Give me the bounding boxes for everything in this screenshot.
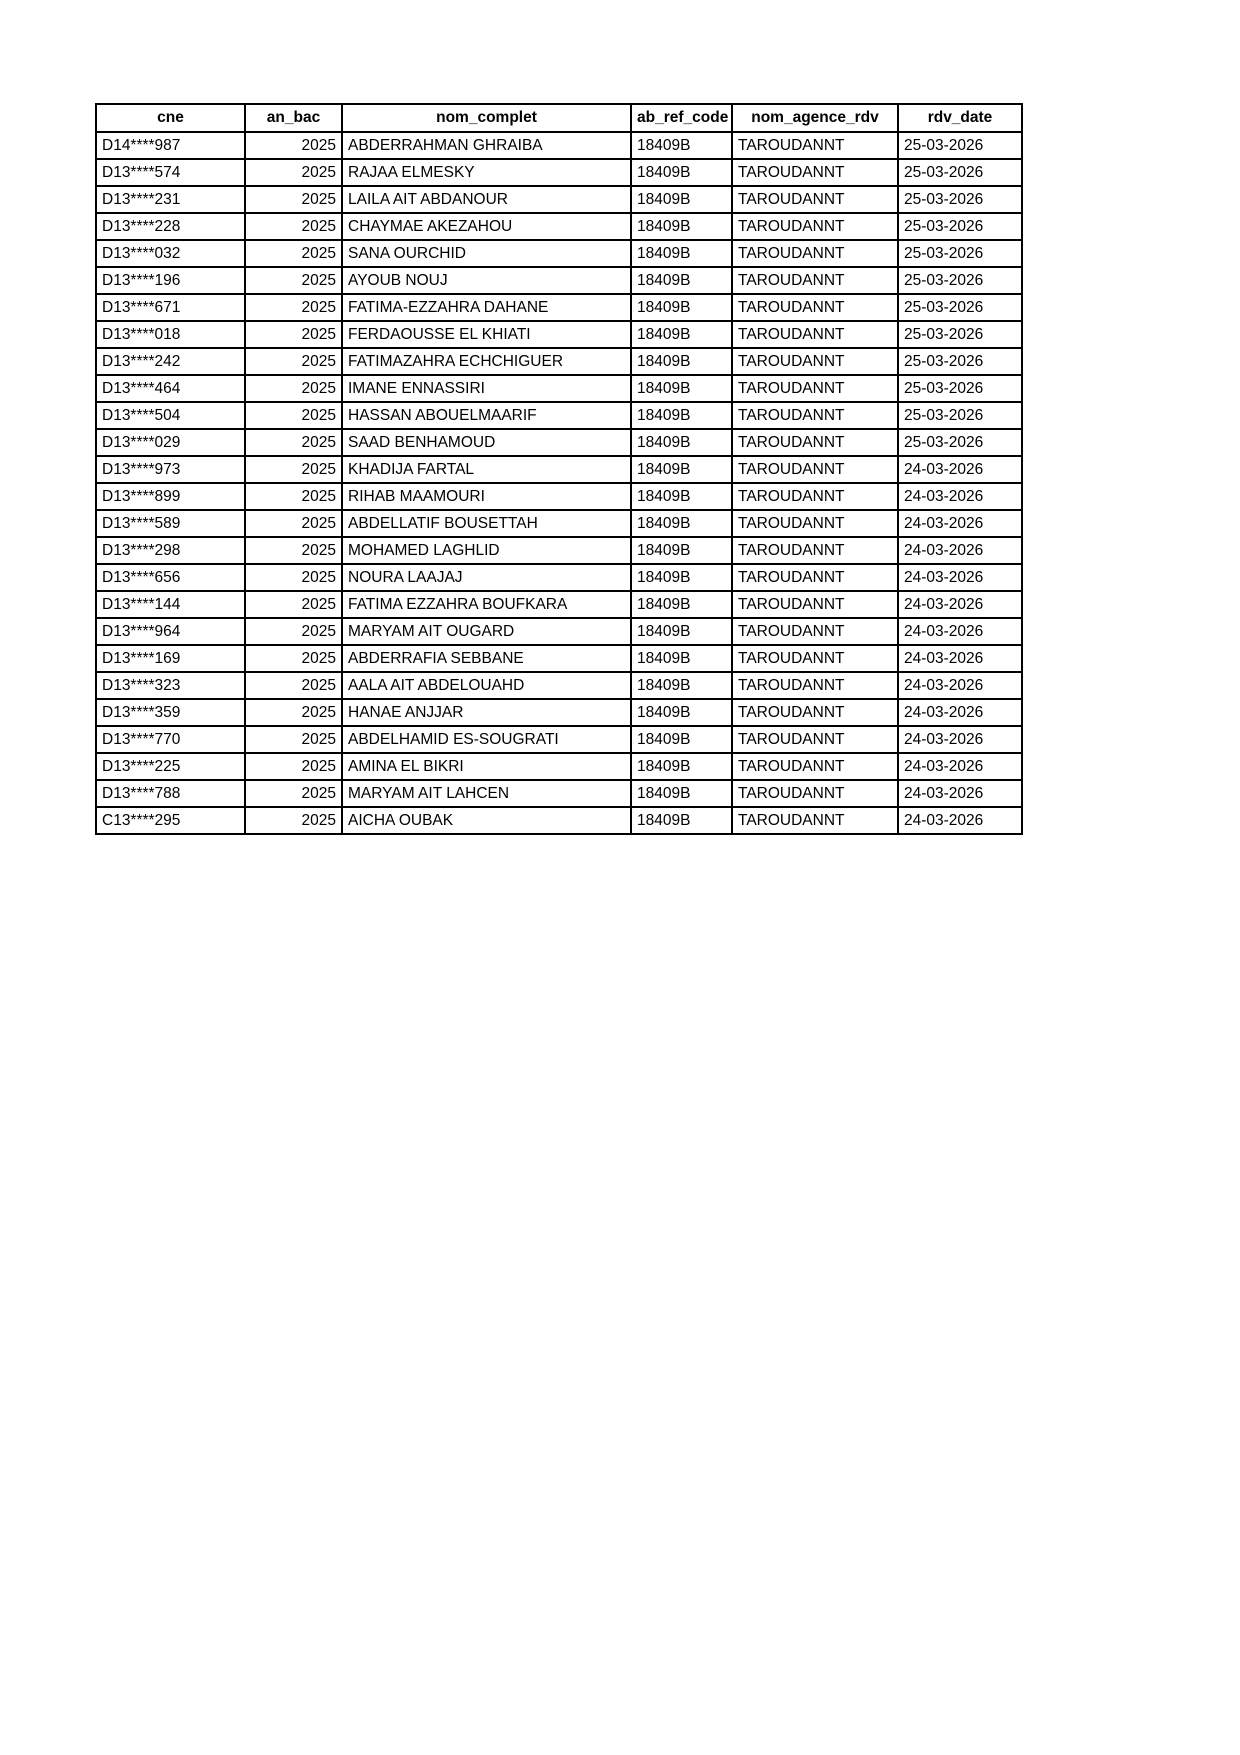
table-row bbox=[96, 402, 1022, 429]
cell-rdv-date: 25-03-2026 bbox=[898, 375, 1022, 402]
cell-an-bac: 2025 bbox=[245, 645, 342, 672]
cell-cne: D13****231 bbox=[96, 186, 245, 213]
table-row bbox=[96, 267, 1022, 294]
table-row bbox=[96, 456, 1022, 483]
table-row bbox=[96, 618, 1022, 645]
cell-an-bac: 2025 bbox=[245, 753, 342, 780]
table-row bbox=[96, 564, 1022, 591]
cell-cne: D13****464 bbox=[96, 375, 245, 402]
cell-an-bac: 2025 bbox=[245, 591, 342, 618]
cell-nom-complet: ABDERRAHMAN GHRAIBA bbox=[342, 132, 631, 159]
cell-an-bac: 2025 bbox=[245, 213, 342, 240]
cell-nom-complet: RIHAB MAAMOURI bbox=[342, 483, 631, 510]
cell-nom-agence-rdv: TAROUDANNT bbox=[732, 807, 898, 834]
cell-cne: D13****671 bbox=[96, 294, 245, 321]
cell-nom-agence-rdv: TAROUDANNT bbox=[732, 510, 898, 537]
table-row bbox=[96, 348, 1022, 375]
cell-ab-ref-code: 18409B bbox=[631, 645, 732, 672]
cell-nom-complet: MARYAM AIT OUGARD bbox=[342, 618, 631, 645]
cell-rdv-date: 24-03-2026 bbox=[898, 591, 1022, 618]
cell-nom-complet: ABDELHAMID ES-SOUGRATI bbox=[342, 726, 631, 753]
table-row bbox=[96, 294, 1022, 321]
table-header-row bbox=[96, 104, 1022, 132]
cell-nom-agence-rdv: TAROUDANNT bbox=[732, 267, 898, 294]
cell-rdv-date: 24-03-2026 bbox=[898, 672, 1022, 699]
cell-ab-ref-code: 18409B bbox=[631, 240, 732, 267]
cell-cne: D13****964 bbox=[96, 618, 245, 645]
cell-nom-agence-rdv: TAROUDANNT bbox=[732, 780, 898, 807]
cell-ab-ref-code: 18409B bbox=[631, 726, 732, 753]
cell-nom-complet: HASSAN ABOUELMAARIF bbox=[342, 402, 631, 429]
table-row bbox=[96, 321, 1022, 348]
cell-an-bac: 2025 bbox=[245, 321, 342, 348]
cell-nom-agence-rdv: TAROUDANNT bbox=[732, 321, 898, 348]
cell-ab-ref-code: 18409B bbox=[631, 132, 732, 159]
cell-rdv-date: 25-03-2026 bbox=[898, 240, 1022, 267]
table-row bbox=[96, 429, 1022, 456]
cell-nom-complet: AICHA OUBAK bbox=[342, 807, 631, 834]
table-row bbox=[96, 591, 1022, 618]
cell-nom-complet: HANAE ANJJAR bbox=[342, 699, 631, 726]
column-header-ab-ref-code: ab_ref_code bbox=[631, 104, 732, 132]
cell-ab-ref-code: 18409B bbox=[631, 348, 732, 375]
cell-an-bac: 2025 bbox=[245, 672, 342, 699]
cell-nom-complet: AMINA EL BIKRI bbox=[342, 753, 631, 780]
cell-nom-agence-rdv: TAROUDANNT bbox=[732, 348, 898, 375]
cell-nom-agence-rdv: TAROUDANNT bbox=[732, 483, 898, 510]
cell-rdv-date: 25-03-2026 bbox=[898, 159, 1022, 186]
cell-an-bac: 2025 bbox=[245, 132, 342, 159]
cell-nom-agence-rdv: TAROUDANNT bbox=[732, 375, 898, 402]
cell-an-bac: 2025 bbox=[245, 564, 342, 591]
cell-nom-agence-rdv: TAROUDANNT bbox=[732, 726, 898, 753]
cell-nom-complet: NOURA LAAJAJ bbox=[342, 564, 631, 591]
cell-an-bac: 2025 bbox=[245, 240, 342, 267]
cell-nom-complet: FERDAOUSSE EL KHIATI bbox=[342, 321, 631, 348]
cell-nom-complet: RAJAA ELMESKY bbox=[342, 159, 631, 186]
cell-rdv-date: 25-03-2026 bbox=[898, 213, 1022, 240]
cell-ab-ref-code: 18409B bbox=[631, 483, 732, 510]
cell-cne: D13****899 bbox=[96, 483, 245, 510]
cell-cne: D13****973 bbox=[96, 456, 245, 483]
cell-ab-ref-code: 18409B bbox=[631, 213, 732, 240]
cell-ab-ref-code: 18409B bbox=[631, 321, 732, 348]
appointments-table bbox=[95, 103, 1023, 835]
cell-cne: C13****295 bbox=[96, 807, 245, 834]
table-body bbox=[96, 132, 1022, 834]
cell-nom-agence-rdv: TAROUDANNT bbox=[732, 213, 898, 240]
cell-nom-complet: FATIMA-EZZAHRA DAHANE bbox=[342, 294, 631, 321]
cell-rdv-date: 25-03-2026 bbox=[898, 132, 1022, 159]
cell-cne: D13****589 bbox=[96, 510, 245, 537]
cell-ab-ref-code: 18409B bbox=[631, 294, 732, 321]
cell-rdv-date: 25-03-2026 bbox=[898, 186, 1022, 213]
table-row bbox=[96, 240, 1022, 267]
cell-ab-ref-code: 18409B bbox=[631, 186, 732, 213]
cell-ab-ref-code: 18409B bbox=[631, 564, 732, 591]
cell-rdv-date: 24-03-2026 bbox=[898, 699, 1022, 726]
table-row bbox=[96, 672, 1022, 699]
table-row bbox=[96, 537, 1022, 564]
cell-nom-complet: AALA AIT ABDELOUAHD bbox=[342, 672, 631, 699]
cell-nom-agence-rdv: TAROUDANNT bbox=[732, 618, 898, 645]
cell-an-bac: 2025 bbox=[245, 699, 342, 726]
cell-nom-agence-rdv: TAROUDANNT bbox=[732, 672, 898, 699]
cell-nom-agence-rdv: TAROUDANNT bbox=[732, 159, 898, 186]
cell-ab-ref-code: 18409B bbox=[631, 591, 732, 618]
cell-nom-complet: ABDELLATIF BOUSETTAH bbox=[342, 510, 631, 537]
table-row bbox=[96, 159, 1022, 186]
cell-rdv-date: 24-03-2026 bbox=[898, 645, 1022, 672]
cell-an-bac: 2025 bbox=[245, 780, 342, 807]
cell-nom-agence-rdv: TAROUDANNT bbox=[732, 132, 898, 159]
cell-nom-agence-rdv: TAROUDANNT bbox=[732, 402, 898, 429]
cell-cne: D13****169 bbox=[96, 645, 245, 672]
cell-nom-agence-rdv: TAROUDANNT bbox=[732, 240, 898, 267]
table-row bbox=[96, 483, 1022, 510]
cell-ab-ref-code: 18409B bbox=[631, 753, 732, 780]
column-header-rdv-date: rdv_date bbox=[898, 104, 1022, 132]
cell-rdv-date: 24-03-2026 bbox=[898, 564, 1022, 591]
cell-ab-ref-code: 18409B bbox=[631, 375, 732, 402]
table-row bbox=[96, 699, 1022, 726]
cell-an-bac: 2025 bbox=[245, 348, 342, 375]
cell-cne: D13****018 bbox=[96, 321, 245, 348]
cell-nom-agence-rdv: TAROUDANNT bbox=[732, 186, 898, 213]
cell-ab-ref-code: 18409B bbox=[631, 402, 732, 429]
cell-cne: D13****029 bbox=[96, 429, 245, 456]
cell-an-bac: 2025 bbox=[245, 618, 342, 645]
cell-cne: D13****323 bbox=[96, 672, 245, 699]
cell-nom-complet: FATIMA EZZAHRA BOUFKARA bbox=[342, 591, 631, 618]
table-row bbox=[96, 375, 1022, 402]
cell-an-bac: 2025 bbox=[245, 429, 342, 456]
cell-nom-agence-rdv: TAROUDANNT bbox=[732, 699, 898, 726]
cell-ab-ref-code: 18409B bbox=[631, 159, 732, 186]
table-header bbox=[96, 104, 1022, 132]
column-header-nom-complet: nom_complet bbox=[342, 104, 631, 132]
cell-nom-complet: CHAYMAE AKEZAHOU bbox=[342, 213, 631, 240]
table-row bbox=[96, 807, 1022, 834]
cell-ab-ref-code: 18409B bbox=[631, 429, 732, 456]
cell-rdv-date: 24-03-2026 bbox=[898, 537, 1022, 564]
cell-cne: D13****359 bbox=[96, 699, 245, 726]
cell-an-bac: 2025 bbox=[245, 375, 342, 402]
cell-an-bac: 2025 bbox=[245, 159, 342, 186]
cell-ab-ref-code: 18409B bbox=[631, 780, 732, 807]
table-row bbox=[96, 753, 1022, 780]
table-row bbox=[96, 780, 1022, 807]
cell-rdv-date: 24-03-2026 bbox=[898, 456, 1022, 483]
cell-nom-complet: SANA OURCHID bbox=[342, 240, 631, 267]
cell-ab-ref-code: 18409B bbox=[631, 510, 732, 537]
cell-an-bac: 2025 bbox=[245, 537, 342, 564]
cell-nom-agence-rdv: TAROUDANNT bbox=[732, 456, 898, 483]
cell-rdv-date: 25-03-2026 bbox=[898, 267, 1022, 294]
cell-rdv-date: 24-03-2026 bbox=[898, 780, 1022, 807]
cell-nom-agence-rdv: TAROUDANNT bbox=[732, 645, 898, 672]
cell-cne: D13****656 bbox=[96, 564, 245, 591]
cell-rdv-date: 25-03-2026 bbox=[898, 402, 1022, 429]
table-row bbox=[96, 645, 1022, 672]
cell-nom-complet: MOHAMED LAGHLID bbox=[342, 537, 631, 564]
cell-rdv-date: 24-03-2026 bbox=[898, 510, 1022, 537]
cell-ab-ref-code: 18409B bbox=[631, 537, 732, 564]
column-header-cne: cne bbox=[96, 104, 245, 132]
cell-nom-complet: SAAD BENHAMOUD bbox=[342, 429, 631, 456]
cell-an-bac: 2025 bbox=[245, 726, 342, 753]
table-row bbox=[96, 132, 1022, 159]
cell-an-bac: 2025 bbox=[245, 510, 342, 537]
cell-cne: D13****225 bbox=[96, 753, 245, 780]
cell-rdv-date: 25-03-2026 bbox=[898, 429, 1022, 456]
cell-an-bac: 2025 bbox=[245, 402, 342, 429]
column-header-nom-agence-rdv: nom_agence_rdv bbox=[732, 104, 898, 132]
cell-cne: D13****032 bbox=[96, 240, 245, 267]
cell-nom-complet: IMANE ENNASSIRI bbox=[342, 375, 631, 402]
cell-cne: D13****770 bbox=[96, 726, 245, 753]
cell-nom-complet: MARYAM AIT LAHCEN bbox=[342, 780, 631, 807]
cell-nom-agence-rdv: TAROUDANNT bbox=[732, 753, 898, 780]
cell-cne: D13****196 bbox=[96, 267, 245, 294]
cell-nom-agence-rdv: TAROUDANNT bbox=[732, 429, 898, 456]
cell-nom-agence-rdv: TAROUDANNT bbox=[732, 591, 898, 618]
cell-ab-ref-code: 18409B bbox=[631, 456, 732, 483]
cell-cne: D13****298 bbox=[96, 537, 245, 564]
cell-ab-ref-code: 18409B bbox=[631, 807, 732, 834]
cell-nom-agence-rdv: TAROUDANNT bbox=[732, 294, 898, 321]
cell-cne: D13****144 bbox=[96, 591, 245, 618]
table-row bbox=[96, 510, 1022, 537]
column-header-an-bac: an_bac bbox=[245, 104, 342, 132]
cell-ab-ref-code: 18409B bbox=[631, 699, 732, 726]
cell-nom-agence-rdv: TAROUDANNT bbox=[732, 564, 898, 591]
cell-rdv-date: 24-03-2026 bbox=[898, 483, 1022, 510]
cell-cne: D14****987 bbox=[96, 132, 245, 159]
cell-nom-complet: FATIMAZAHRA ECHCHIGUER bbox=[342, 348, 631, 375]
cell-cne: D13****574 bbox=[96, 159, 245, 186]
cell-ab-ref-code: 18409B bbox=[631, 672, 732, 699]
cell-rdv-date: 25-03-2026 bbox=[898, 348, 1022, 375]
table-row bbox=[96, 726, 1022, 753]
cell-rdv-date: 24-03-2026 bbox=[898, 807, 1022, 834]
cell-an-bac: 2025 bbox=[245, 186, 342, 213]
cell-an-bac: 2025 bbox=[245, 483, 342, 510]
cell-nom-complet: KHADIJA FARTAL bbox=[342, 456, 631, 483]
cell-cne: D13****242 bbox=[96, 348, 245, 375]
cell-an-bac: 2025 bbox=[245, 456, 342, 483]
cell-rdv-date: 24-03-2026 bbox=[898, 618, 1022, 645]
cell-cne: D13****788 bbox=[96, 780, 245, 807]
cell-cne: D13****228 bbox=[96, 213, 245, 240]
cell-an-bac: 2025 bbox=[245, 267, 342, 294]
cell-an-bac: 2025 bbox=[245, 294, 342, 321]
cell-ab-ref-code: 18409B bbox=[631, 267, 732, 294]
cell-rdv-date: 25-03-2026 bbox=[898, 294, 1022, 321]
cell-nom-agence-rdv: TAROUDANNT bbox=[732, 537, 898, 564]
cell-ab-ref-code: 18409B bbox=[631, 618, 732, 645]
cell-rdv-date: 25-03-2026 bbox=[898, 321, 1022, 348]
cell-nom-complet: LAILA AIT ABDANOUR bbox=[342, 186, 631, 213]
cell-rdv-date: 24-03-2026 bbox=[898, 726, 1022, 753]
table-row bbox=[96, 213, 1022, 240]
cell-rdv-date: 24-03-2026 bbox=[898, 753, 1022, 780]
cell-cne: D13****504 bbox=[96, 402, 245, 429]
cell-nom-complet: AYOUB NOUJ bbox=[342, 267, 631, 294]
cell-nom-complet: ABDERRAFIA SEBBANE bbox=[342, 645, 631, 672]
table-row bbox=[96, 186, 1022, 213]
cell-an-bac: 2025 bbox=[245, 807, 342, 834]
